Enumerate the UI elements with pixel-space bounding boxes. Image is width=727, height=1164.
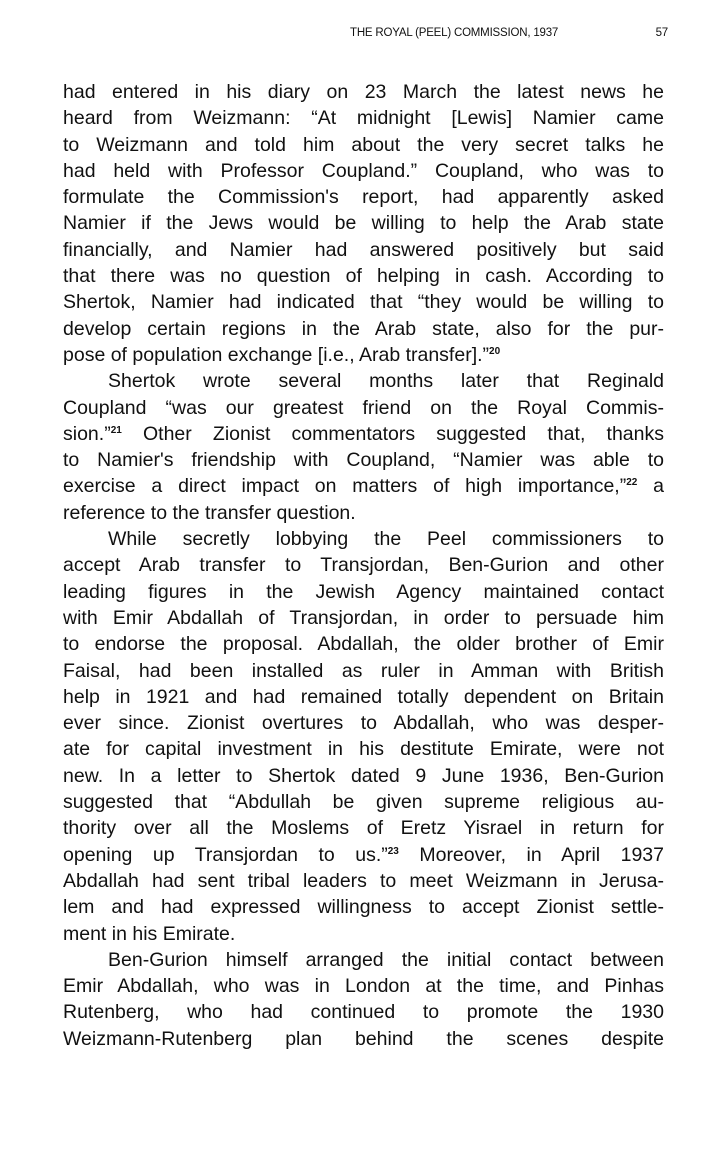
text-line xyxy=(63,500,664,526)
text-line xyxy=(63,368,664,394)
text-line xyxy=(63,105,664,131)
text-segment: Shertok wrote several months later that Reginald xyxy=(108,370,664,393)
text-segment: While secretly lobbying the Peel commissioners to xyxy=(108,528,664,551)
paragraph xyxy=(63,947,664,1052)
text-segment: ment in his Emirate. xyxy=(63,922,236,945)
text-line xyxy=(63,973,664,999)
text-line xyxy=(63,868,664,894)
text-segment: Faisal, had been installed as ruler in Amman with British xyxy=(63,659,664,682)
text-line xyxy=(63,395,664,421)
text-segment: suggested that “Abdullah be given supreme religious au- xyxy=(63,791,664,814)
text-segment: formulate the Commission's report, had apparently asked xyxy=(63,186,664,209)
text-segment: to Namier's friendship with Coupland, “Namier was able to xyxy=(63,449,664,472)
text-segment: ate for capital investment in his destitute Emirate, were not xyxy=(63,738,664,761)
text-segment: Abdallah had sent tribal leaders to meet Weizmann in Jerusa- xyxy=(63,869,664,892)
text-segment: a xyxy=(637,475,664,498)
text-line xyxy=(63,210,664,236)
text-line xyxy=(63,473,664,499)
paragraph xyxy=(63,368,664,526)
text-segment: pose of population exchange [i.e., Arab transfer].” xyxy=(63,343,490,366)
text-line xyxy=(63,316,664,342)
text-segment: opening up Transjordan to us.” xyxy=(63,843,388,866)
paragraph xyxy=(63,79,664,368)
text-segment: exercise a direct impact on matters of high importance,” xyxy=(63,475,627,498)
text-segment: help in 1921 and had remained totally dependent on Britain xyxy=(63,685,664,708)
text-segment: Emir Abdallah, who was in London at the time, and Pinhas xyxy=(63,975,664,998)
text-line xyxy=(63,1026,664,1052)
text-line xyxy=(63,736,664,762)
footnote-marker: 22 xyxy=(626,477,638,489)
text-line xyxy=(63,579,664,605)
text-line xyxy=(63,79,664,105)
text-segment: sion.” xyxy=(63,422,111,445)
running-head xyxy=(350,27,668,43)
text-line xyxy=(63,763,664,789)
text-line xyxy=(63,289,664,315)
text-segment: Namier if the Jews would be willing to help the Arab state xyxy=(63,212,664,235)
text-segment: Other Zionist commentators suggested that, thanks xyxy=(121,422,664,445)
text-segment: new. In a letter to Shertok dated 9 June 1936, Ben-Gurion xyxy=(63,764,664,787)
text-segment: had entered in his diary on 23 March the latest news he xyxy=(63,81,664,103)
text-line xyxy=(63,842,664,868)
text-line xyxy=(63,658,664,684)
text-line xyxy=(63,158,664,184)
text-segment: Shertok, Namier had indicated that “they would be willing to xyxy=(63,291,664,314)
text-segment: accept Arab transfer to Transjordan, Ben-Gurion and other xyxy=(63,554,664,577)
text-line xyxy=(63,815,664,841)
text-line xyxy=(63,552,664,578)
footnote-marker: 20 xyxy=(489,345,501,357)
text-segment: reference to the transfer question. xyxy=(63,501,356,524)
text-segment: ever since. Zionist overtures to Abdallah, who was desper- xyxy=(63,712,664,735)
text-line xyxy=(63,421,664,447)
body-text xyxy=(63,79,664,1052)
page-number: 57 xyxy=(655,27,668,39)
text-segment: to Weizmann and told him about the very secret talks he xyxy=(63,133,664,156)
text-line xyxy=(63,789,664,815)
text-segment: Coupland “was our greatest friend on the Royal Commis- xyxy=(63,396,664,419)
text-segment: lem and had expressed willingness to accept Zionist settle- xyxy=(63,896,664,919)
paragraph xyxy=(63,526,664,947)
text-segment: to endorse the proposal. Abdallah, the older brother of Emir xyxy=(63,633,664,656)
text-line xyxy=(63,947,664,973)
footnote-marker: 21 xyxy=(110,424,122,436)
footnote-marker: 23 xyxy=(387,845,399,857)
text-line xyxy=(63,684,664,710)
text-line xyxy=(63,526,664,552)
text-segment: Weizmann-Rutenberg plan behind the scenes despite xyxy=(63,1027,664,1050)
text-segment: with Emir Abdallah of Transjordan, in order to persuade him xyxy=(63,606,664,629)
text-line xyxy=(63,710,664,736)
text-line xyxy=(63,237,664,263)
text-line xyxy=(63,263,664,289)
text-line xyxy=(63,132,664,158)
text-segment: Ben-Gurion himself arranged the initial contact between xyxy=(108,948,664,971)
text-segment: leading figures in the Jewish Agency maintained contact xyxy=(63,580,664,603)
text-line xyxy=(63,342,664,368)
text-line xyxy=(63,447,664,473)
text-segment: thority over all the Moslems of Eretz Yisrael in return for xyxy=(63,817,664,840)
text-segment: develop certain regions in the Arab state, also for the pur- xyxy=(63,317,664,340)
text-line xyxy=(63,894,664,920)
text-segment: had held with Professor Coupland.” Coupland, who was to xyxy=(63,159,664,182)
text-segment: heard from Weizmann: “At midnight [Lewis] Namier came xyxy=(63,107,664,130)
text-line xyxy=(63,999,664,1025)
running-title: THE ROYAL (PEEL) COMMISSION, 1937 xyxy=(350,27,559,39)
text-segment: Rutenberg, who had continued to promote the 1930 xyxy=(63,1001,664,1024)
text-line xyxy=(63,605,664,631)
text-segment: financially, and Namier had answered positively but said xyxy=(63,238,664,261)
text-segment: Moreover, in April 1937 xyxy=(398,843,664,866)
text-line xyxy=(63,184,664,210)
text-segment: that there was no question of helping in cash. According to xyxy=(63,265,664,288)
text-line xyxy=(63,921,664,947)
text-line xyxy=(63,631,664,657)
